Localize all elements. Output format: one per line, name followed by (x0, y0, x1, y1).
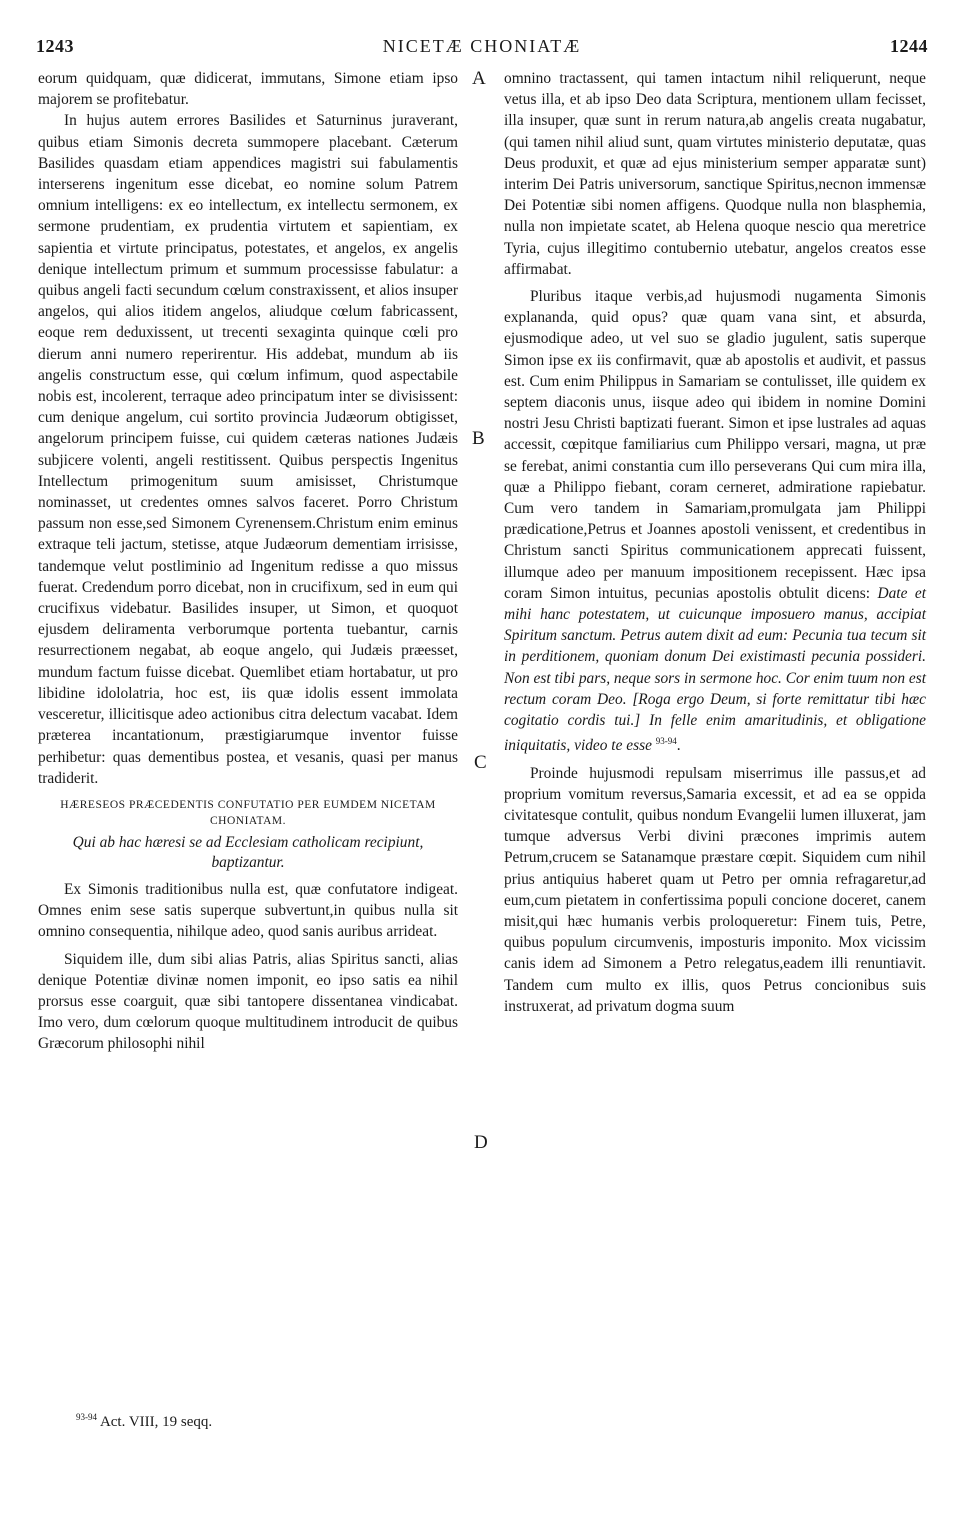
margin-marker-c: C (474, 752, 487, 773)
paragraph: Proinde hujusmodi repulsam miserrimus ille passus,et ad proprium vomitum reversus,Samaria excessit, et ad ea se oppida civitatesque contulit, quibus nondum Evangelii lumen illuxerat, jam tumque adversus Verbi divini præcones imprimis autem Petrum,crucem se Satanamque præstare cœpit. Siquidem cum nihil prius antiquius haberet quam ut Petro per omnia refragaretur,ad eum,cum pietatem in confertissima populi concione doceret, canem misit,qui hæc humanis verbis proloqueretur: Finem tuis, Petre, quibus populum circumvenis, imposturis imponito. Mox vicissim canis idem ad Simonem a Petro relegatus,eadem illi renuntiavit. Tandem cum multo ex illis, quos Petrus concionibus suis instruxerat, ad privatum dogma suum (504, 764, 926, 1015)
paragraph: Ex Simonis traditionibus nulla est, quæ confutatore indigeat. Omnes enim sese satis superque subvertunt,in quibus nulla sit omnino consequentia, nihilque adeo, quod sanis auribus arrideat. (38, 880, 458, 941)
footnote-number: 93-94 (76, 1412, 97, 1422)
left-column (38, 68, 458, 1055)
margin-marker-b: B (472, 428, 485, 449)
scripture-quote: Date et mihi hanc potestatem, ut cuicunque imposuero manus, accipiat Spiritum sanctum. Petrus autem dixit ad eum: Pecunia tua tecum sit in perditionem, quoniam donum Dei existimasti pecunia possideri. Non est tibi pars, neque sors in sermone hoc. Cor enim tuum non est rectum coram Deo. [Roga ergo Deum, si forte remittatur tibi hæc cogitatio cordis tui.] In felle enim amaritudinis, et obligatione iniquitatis, video te esse (504, 584, 926, 755)
paragraph: In hujus autem errores Basilides et Saturninus juraverant, quibus etiam Simonis decreta summopere placebant. Cæterum Basilides quasdam etiam appendices magistri sui fabulamentis interserens ingenitum esse dicebat, eo nomine solum Patrem omnium intelligens: ex eo intellectum, ex intellectu sermonem, ex sermone prudentiam, ex prudentia virtutem et sapientiam, ex sapientia et virtute principatus, potestates, et angelos, ex angelis denique intellectum primum et summum processisse fabulatur: a quibus angeli facti secundum cœlum constraxissent, et alios insuper angelos, qui alios itidem angelos, aliudque cœlum fabricassent, eoque rem deduxissent, ut trecenti sexaginta quinque cœli pro dierum anni numero reperirentur. His addebat, mundum ab iis angelis constructum esse, qui cœlum infimum, quod aspectabile nobis est, incolerent, terraque adeo principatum inter se divisissent: cum denique angelum, cui sortito provincia Judæorum obtigisset, angelorum principem fuisse, cui quidem cæteras nationes Judæis subjicere volenti, angeli restitissent. Quibus perspectis Ingenitus Intellectum primogenitum suum amisisset, Christumque nominasset, ut credentes omnes salvos faceret. Porro Christum passum non esse,sed Simonem Cyrenensem.Christum enim eminus extraque teli jactum, stetisse, atque Judæorum dementiam irrisisse, tandemque velut postliminio ad Ingenitum redisse a quo missus fuerat. Credendum porro dicebat, non in crucifixum, sed in eum qui crucifixus videbatur. Basilides insuper, ut Simon, et quoquot ejusdem deliramenta verborumque portenta tuebantur, carnis resurrectionem negabat, ab eoque angelo, qui Judæis præesset, mundum factum fuisse dicebat. Quemlibet etiam hortabatur, ut pro libidine idololatria, hoc est, iis quæ idolis essent immolata vesceretur, illicitisque adeo actionibus citra delectum vacabat. Idem præterea incantationum, præstigiarumque inventor fuisse perhibetur: quas dementibus postea, et vesanis, quasi per manus tradiderit. (38, 112, 458, 787)
footnote-ref: 93-94 (655, 736, 677, 747)
margin-marker-d: D (474, 1132, 488, 1153)
running-title: NICETÆ CHONIATÆ (382, 36, 582, 56)
paragraph: Pluribus itaque verbis,ad hujusmodi nugamenta Simonis explananda, quid opus? quæ quam vana sint, et absurda, ejusmodique adeo, ut vel suo se gladio jugulent, satis superque Simon ipse ex iis confirmavit, quæ ab apostolis et audivit, et passus est. Cum enim Philippus in Samariam se contulisset, ille quidem ex septem diaconis unus, iisque adeo qui ibidem in nomine Domini nostri Jesu Christi baptizati fuerant. Simon et ipse lustrales ad aquas accessit, cœpitque familiarius cum Philippo versari, magna, ut præ se ferebat, animi constantia cum illo perseverans Qui cum mira illa, quæ a Philippo fiebant, coram cerneret, admiratione rapiebatur. Cum vero tandem in Samariam,promulgata jam Philippi prædicatione,Petrus et Joannes apostoli venissent, et credentibus in Christum sancti Spiritus communicationem apprecati fuissent, illumque adeo per manuum impositionem recepissent. Hæc ipsa coram Simon intuitus, pecunias apostolis obtulit dicens: Date et mihi hanc potestatem, ut cuicunque imposuero manus, accipiat Spiritum sanctum. Petrus autem dixit ad eum: Pecunia tua tecum sit in perditionem, quoniam donum Dei existimasti pecunia possideri. Non est tibi pars, neque sors in sermone hoc. Cor enim tuum non est rectum coram Deo. [Roga ergo Deum, si forte remittatur tibi hæc cogitatio cordis tui.] In felle enim amaritudinis, et obligatione iniquitatis, video te esse $^{93-94}$. (504, 288, 926, 755)
paragraph: omnino tractassent, qui tamen intactum nihil reliquerunt, neque vetus illa, et ab ipso Deo data Scriptura, mentionem ullam fecisset, illa insuper, quæ sunt in rerum natura,ab angelis creata nugabatur, (qui tamen nihil aliud sunt, quam virtutes ministerio deputatæ, quas Deus produxit, et quæ ad ejus ministerium semper apparatæ sunt) interim Dei Patris universorum, sanctique Spiritus,necnon immensæ Dei Potentiæ sibi nomen affigens. Quodque nulla non blasphemia, nulla non impietate scatet, ab Helena quoque nescio qua meretrice Tyria, cujus illegitimo contubernio utebatur, angelos creatos esse affirmabat. (504, 70, 926, 278)
paragraph: Siquidem ille, dum sibi alias Patris, alias Spiritus sancti, alias denique Potentiæ divinæ nomen imponit, eo ipso satis ea nihil prorsus esse coarguit, quæ sibi tantopere dissentanea vindicabat. Imo vero, dum cœlorum quoque multitudinem introducit de quibus Græcorum philosophi nihil (38, 950, 458, 1053)
page-header (36, 36, 928, 64)
section-heading: HÆRESEOS PRÆCEDENTIS CONFUTATIO PER EUMDEM NICETAM CHONIATAM. (60, 798, 436, 827)
paragraph: eorum quidquam, quæ didicerat, immutans, Simone etiam ipso majorem se profitebatur. (38, 70, 458, 109)
right-column (504, 68, 926, 1017)
section-subheading: Qui ab hac hæresi se ad Ecclesiam catholicam recipiunt, baptizantur. (72, 833, 424, 871)
page-number-left: 1243 (36, 36, 74, 56)
paragraph-text: Pluribus itaque verbis,ad hujusmodi nugamenta Simonis explananda, quid opus? quæ quam vana sint, et absurda, ejusmodique adeo, ut vel suo se gladio jugulent, satis superque Simon ipse ex iis confirmavit, quæ ab apostolis et audivit, et passus est. Cum enim Philippus in Samariam se contulisset, ille quidem ex septem diaconis unus, iisque adeo qui ibidem in nomine Domini nostri Jesu Christi baptizati fuerant. Simon et ipse lustrales ad aquas accessit, cœpitque familiarius cum Philippo versari, magna, ut præ se ferebat, animi constantia cum illo perseverans Qui cum mira illa, quæ a Philippo fiebant, coram cerneret, admiratione rapiebatur. Cum vero tandem in Samariam,promulgata jam Philippi prædicatione,Petrus et Joannes apostoli venissent, et credentibus in Christum sancti Spiritus communicationem apprecati fuissent, illumque adeo per manuum impositionem recepissent. Hæc ipsa coram Simon intuitus, pecunias apostolis obtulit dicens: (504, 288, 926, 602)
page-number-right: 1244 (890, 36, 928, 56)
footnote-text: Act. VIII, 19 seqq. (99, 1414, 213, 1430)
footnote (76, 1412, 212, 1431)
margin-marker-a: A (472, 68, 486, 89)
